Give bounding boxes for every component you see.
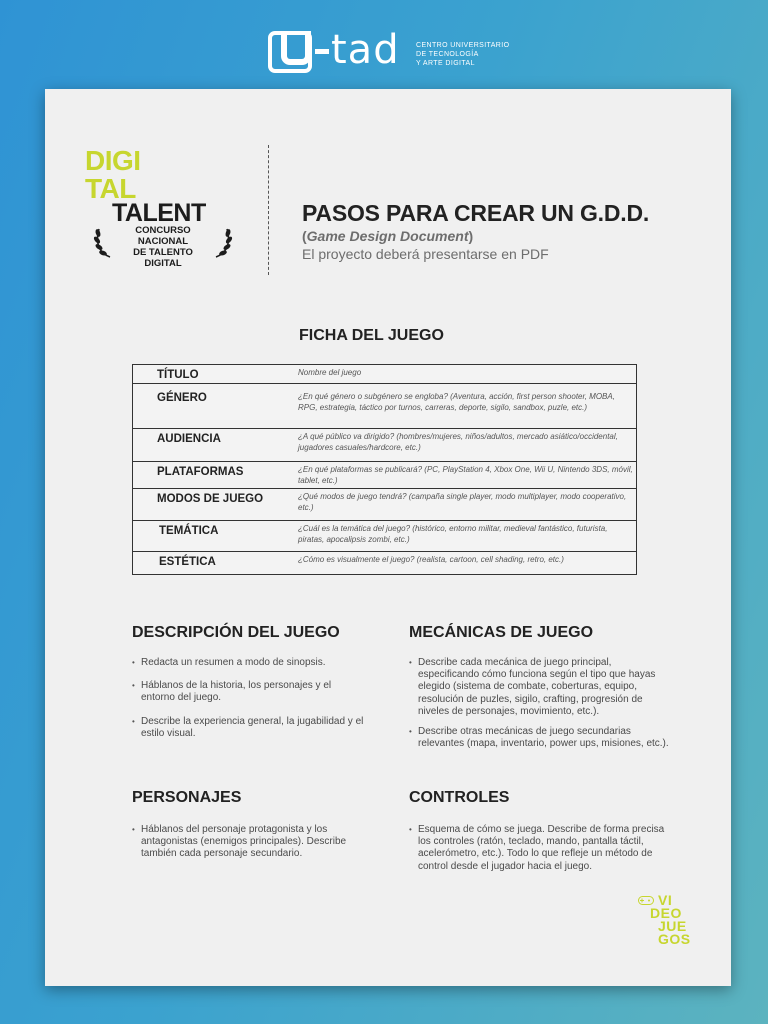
list-item: • Describe la experiencia general, la jugabilidad y el estilo visual. (132, 716, 364, 740)
utad-subtitle-line: DE TECNOLOGÍA (416, 51, 479, 58)
row-value: ¿A qué público va dirigido? (hombres/mujeres, niños/adultos, mercado asiático/occidental, jugadores casuales/hardcore, etc.) (298, 432, 618, 452)
table-row (133, 384, 636, 429)
videojuegos-logo (642, 894, 702, 946)
vg-line: VI (658, 892, 673, 908)
row-value: ¿En qué plataformas se publicará? (PC, PlayStation 4, Xbox One, Wii U, Nintendo 3DS, móvil, tablet, etc.) (298, 465, 633, 485)
table-row (133, 552, 636, 574)
utad-wordmark: tad (331, 27, 400, 73)
badge-line-2: DE TALENTO DIGITAL (133, 247, 193, 269)
row-label: TÍTULO (157, 369, 199, 381)
section-title: DESCRIPCIÓN DEL JUEGO (132, 624, 340, 641)
table-row (133, 429, 636, 462)
row-label: MODOS DE JUEGO (157, 493, 264, 505)
section-title: CONTROLES (409, 789, 510, 806)
badge-line-1: CONCURSO NACIONAL (135, 225, 191, 247)
vg-line: JUE (658, 918, 687, 934)
utad-subtitle-line: Y ARTE DIGITAL (416, 60, 475, 67)
ficha-title: FICHA DEL JUEGO (299, 327, 444, 344)
section-mecanicas (409, 623, 679, 750)
section-personajes (132, 788, 362, 861)
dt-line-1: DIGI (85, 145, 141, 176)
utad-logo (268, 27, 518, 75)
row-value: Nombre del juego (298, 368, 362, 377)
list-item: • Redacta un resumen a modo de sinopsis. (132, 657, 362, 669)
row-label: AUDIENCIA (157, 433, 221, 445)
vg-line: DEO (650, 905, 682, 921)
laurel-right-icon (211, 225, 233, 259)
table-row (133, 462, 636, 489)
row-value: ¿Cómo es visualmente el juego? (realista, cartoon, cell shading, retro, etc.) (298, 555, 564, 564)
bullet-list (409, 657, 679, 750)
row-label: ESTÉTICA (159, 556, 216, 568)
row-value: ¿En qué género o subgénero se engloba? (Aventura, acción, first person shooter, MOBA, RPG, estrategia, táctico por turnos, carreras, deporte, sigilo, sandbox, puzle, etc.) (298, 392, 615, 412)
laurel-left-icon (93, 225, 115, 259)
dt-line-3: TALENT (112, 199, 206, 227)
section-title: PERSONAJES (132, 789, 242, 806)
list-item: • Háblanos del personaje protagonista y los antagonistas (enemigos principales). Describe también cada personaje secundario. (132, 824, 362, 861)
row-value: ¿Cuál es la temática del juego? (histórico, entorno militar, medieval fantástico, futurista, piratas, apocalipsis zombi, etc.) (298, 524, 608, 544)
utad-u-mark (268, 31, 312, 73)
section-controles (409, 788, 679, 873)
utad-subtitle-line: CENTRO UNIVERSITARIO (416, 42, 510, 49)
bullet-list (132, 657, 362, 740)
gamepad-icon (638, 896, 654, 905)
list-item: • Esquema de cómo se juega. Describe de forma precisa los controles (ratón, teclado, mando, pantalla táctil, acelerómetro, etc.). Todo lo que refleje un método de control desde el jugador hacia el juego. (409, 824, 677, 873)
list-item: • Describe cada mecánica de juego principal, especificando cómo funciona según el tipo que hayas elegido (sistema de combate, coberturas, equipo, resolución de puzles, sigilo, crafting, progresión de niveles de personajes, movimiento, etc.). (409, 657, 674, 718)
vg-line: GOS (658, 931, 691, 947)
table-row (133, 365, 636, 384)
bullet-list (409, 824, 679, 873)
dt-line-2: TAL (85, 173, 136, 204)
laurel-badge (93, 225, 233, 269)
bullet-list (132, 824, 362, 861)
row-label: PLATAFORMAS (157, 466, 244, 478)
paren-close: ) (468, 228, 474, 244)
row-value: ¿Qué modos de juego tendrá? (campaña single player, modo multiplayer, modo cooperativo, etc.) (298, 492, 627, 512)
table-row (133, 521, 636, 552)
section-descripcion (132, 623, 362, 740)
row-label: GÉNERO (157, 392, 207, 404)
ficha-table (132, 364, 637, 575)
document-header (302, 199, 702, 263)
utad-dash (315, 49, 329, 54)
page-subtitle (302, 228, 702, 245)
pdf-note: El proyecto deberá presentarse en PDF (302, 246, 549, 262)
gdd-expansion: Game Design Document (306, 228, 469, 244)
section-title: MECÁNICAS DE JUEGO (409, 624, 594, 641)
utad-subtitle (416, 41, 526, 68)
row-label: TEMÁTICA (159, 525, 219, 537)
laurel-text (117, 225, 209, 269)
list-item: • Háblanos de la historia, los personajes y el entorno del juego. (132, 680, 332, 704)
table-row (133, 489, 636, 521)
page-title: PASOS PARA CREAR UN G.D.D. (302, 200, 650, 226)
document-page (45, 89, 731, 986)
dashed-divider (268, 145, 269, 275)
list-item: • Describe otras mecánicas de juego secundarias relevantes (mapa, inventario, power ups, misiones, etc.). (409, 726, 679, 750)
paren-open: ( (302, 228, 307, 244)
